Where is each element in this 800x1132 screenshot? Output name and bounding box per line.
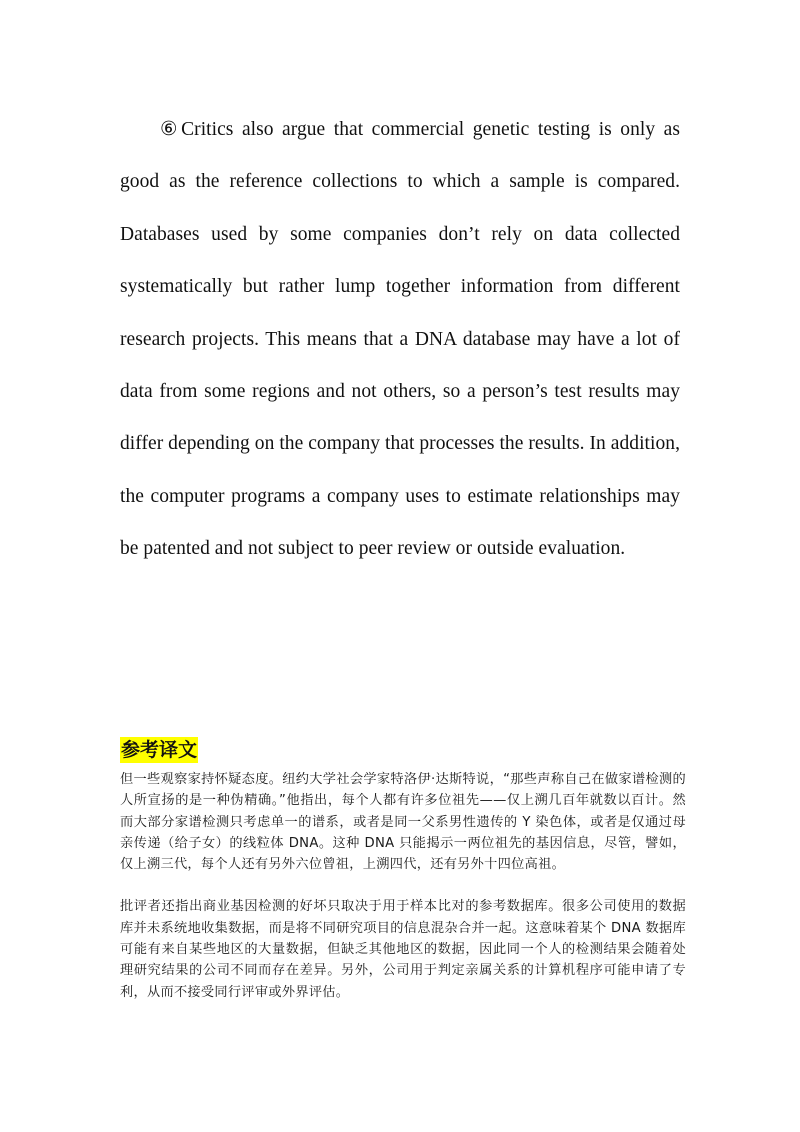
translation-paragraph-1: 但一些观察家持怀疑态度。纽约大学社会学家特洛伊·达斯特说，“那些声称自己在做家谱检测的人所宣扬的是一种伪精确。”他指出，每个人都有许多位祖先——仅上溯几百年就数以百计。然而大部分家谱检测只考虑单一的谱系，或者是同一父系男性遗传的 Y 染色体，或者是仅通过母亲传递（给子女）的线粒体 DNA。这种 DNA 只能揭示一两位祖先的基因信息，尽管，譬如，仅上溯三代，每个人还有另外六位曾祖，上溯四代，还有另外十四位高祖。: [120, 772, 686, 873]
english-paragraph-6: ⑥Critics also argue that commercial genetic testing is only as good as the reference collections to which a sample is compared. Databases used by some companies don’t rely on data collected systematically but rather lump together information from different research projects. This means that a DNA database may have a lot of data from some regions and not others, so a person’s test results may differ depending on the company that processes the results. In addition, the computer programs a company uses to estimate relationships may be patented and not subject to peer review or outside evaluation.: [120, 119, 680, 560]
translation-paragraph-2: 批评者还指出商业基因检测的好坏只取决于用于样本比对的参考数据库。很多公司使用的数据库并未系统地收集数据，而是将不同研究项目的信息混杂合并一起。这意味着某个 DNA 数据库可能有来自某些地区的大量数据，但缺乏其他地区的数据，因此同一个人的检测结果会随着处理研究结果的公司不同而存在差异。另外，公司用于判定亲属关系的计算机程序可能申请了专利，从而不接受同行评审或外界评估。: [120, 899, 686, 1000]
translation-section: [120, 737, 686, 1003]
translation-heading: 参考译文: [121, 739, 198, 761]
